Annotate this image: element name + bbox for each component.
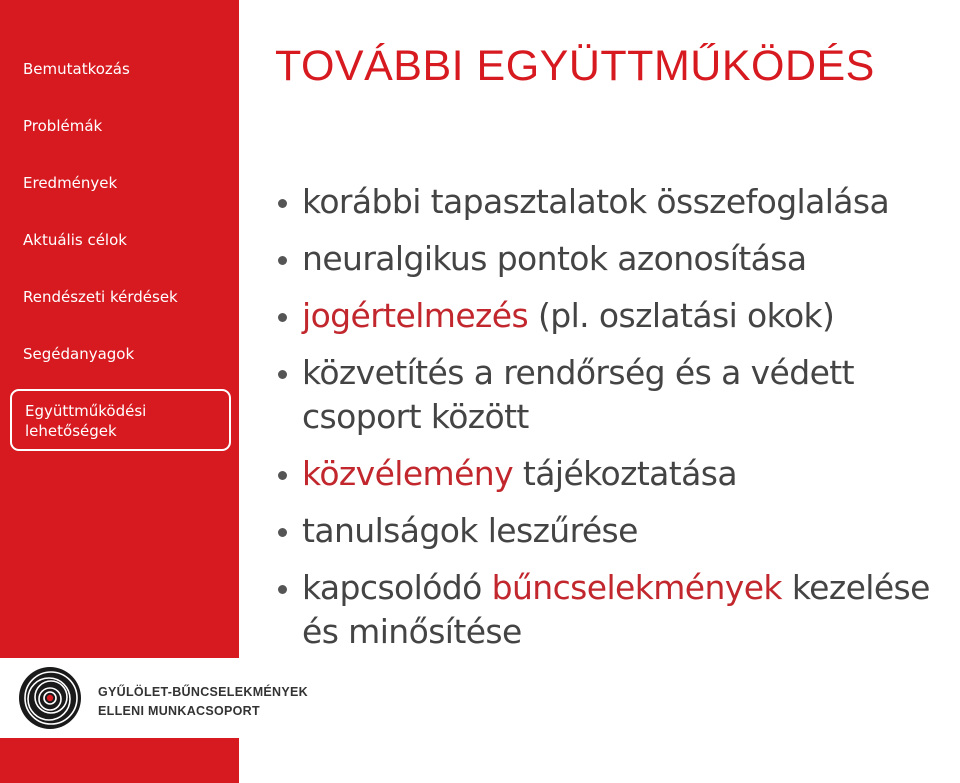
list-item-text: (pl. oszlatási okok) bbox=[528, 296, 835, 335]
list-item bbox=[276, 180, 960, 224]
sidebar-item-problemak[interactable]: Problémák bbox=[23, 117, 103, 135]
list-item-text: korábbi tapasztalatok összefoglalása bbox=[302, 182, 890, 221]
page-title: TOVÁBBI EGYÜTTMŰKÖDÉS bbox=[275, 42, 875, 90]
highlighted-term: közvélemény bbox=[302, 454, 514, 493]
sidebar-item-egyuttmukodesi-lehetosegek[interactable] bbox=[10, 389, 231, 451]
list-item-text: kapcsolódó bbox=[302, 568, 492, 607]
bullet-icon bbox=[278, 199, 287, 208]
bullet-icon bbox=[278, 370, 287, 379]
sidebar-item-label-line2: lehetőségek bbox=[25, 422, 117, 440]
list-item-text-continued: csoport között bbox=[302, 397, 529, 436]
bullet-icon bbox=[278, 256, 287, 265]
list-item bbox=[276, 237, 960, 281]
bullet-icon bbox=[278, 313, 287, 322]
sidebar bbox=[0, 0, 239, 658]
sidebar-item-aktualis-celok[interactable]: Aktuális célok bbox=[23, 231, 127, 249]
list-item bbox=[276, 509, 960, 553]
footer-org-line1: GYŰLÖLET-BŰNCSELEKMÉNYEK bbox=[98, 685, 308, 699]
list-item-text: tanulságok leszűrése bbox=[302, 511, 638, 550]
concentric-circles-logo-icon bbox=[18, 666, 82, 730]
sidebar-item-segedanyagok[interactable]: Segédanyagok bbox=[23, 345, 135, 363]
footer-org-line2: ELLENI MUNKACSOPORT bbox=[98, 704, 260, 718]
list-item-text-continued: és minősítése bbox=[302, 612, 522, 651]
list-item bbox=[276, 294, 960, 338]
list-item-text: közvetítés a rendőrség és a védett bbox=[302, 353, 854, 392]
highlighted-term: bűncselekmények bbox=[491, 568, 782, 607]
list-item-text: neuralgikus pontok azonosítása bbox=[302, 239, 807, 278]
sidebar-bottom-strip bbox=[0, 738, 239, 783]
sidebar-item-bemutatkozas[interactable]: Bemutatkozás bbox=[23, 60, 130, 78]
list-item bbox=[276, 351, 960, 439]
sidebar-item-eredmenyek[interactable]: Eredmények bbox=[23, 174, 118, 192]
list-item-text: tájékoztatása bbox=[513, 454, 737, 493]
sidebar-item-rendeszeti-kerdesek[interactable]: Rendészeti kérdések bbox=[23, 288, 178, 306]
bullet-list bbox=[276, 180, 960, 667]
sidebar-item-label-line1: Együttműködési bbox=[25, 402, 147, 420]
bullet-icon bbox=[278, 471, 287, 480]
list-item bbox=[276, 452, 960, 496]
bullet-icon bbox=[278, 585, 287, 594]
list-item bbox=[276, 566, 960, 654]
footer-org-name bbox=[98, 683, 308, 721]
bullet-icon bbox=[278, 528, 287, 537]
highlighted-term: jogértelmezés bbox=[302, 296, 529, 335]
list-item-text: kezelése bbox=[781, 568, 930, 607]
